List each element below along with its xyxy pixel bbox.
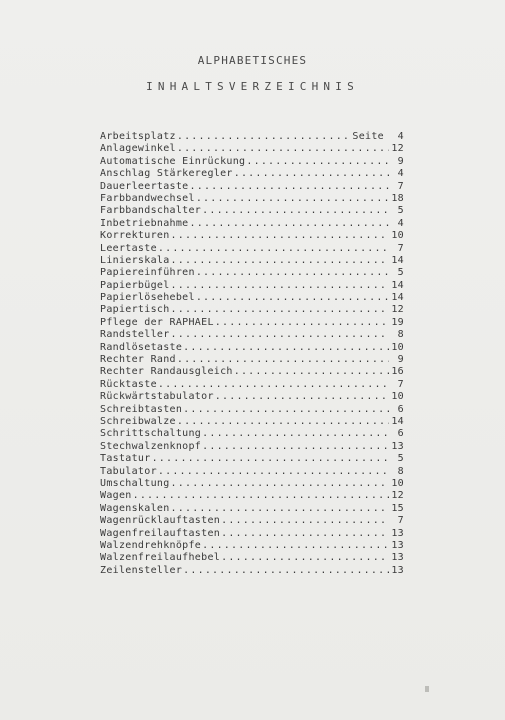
toc-leader-dots xyxy=(221,528,389,540)
toc-leader-dots xyxy=(234,366,389,378)
toc-row xyxy=(100,156,404,168)
toc-entry-label: Walzendrehknöpfe xyxy=(100,539,202,551)
toc-row xyxy=(100,503,404,515)
toc-leader-dots xyxy=(171,329,389,341)
toc-entry-label: Anlagewinkel xyxy=(100,143,176,155)
toc-page-number: 16 xyxy=(391,366,404,378)
toc-row xyxy=(100,354,404,366)
toc-leader-dots xyxy=(202,441,389,453)
toc-entry-label: Automatische Einrückung xyxy=(100,155,246,167)
toc-page-number: 13 xyxy=(391,527,404,539)
toc-page-number: 6 xyxy=(397,428,404,440)
toc-page-number: 14 xyxy=(391,279,404,291)
toc-page-number: 13 xyxy=(391,539,404,551)
toc-row xyxy=(100,416,404,428)
toc-entry-label: Rechter Rand xyxy=(100,354,176,366)
toc-row xyxy=(100,292,404,304)
toc-entry-label: Farbbandschalter xyxy=(100,205,202,217)
toc-row xyxy=(100,218,404,230)
toc-leader-dots xyxy=(177,131,352,143)
toc-entry-label: Walzenfreilaufhebel xyxy=(100,552,221,564)
toc-page-number: 15 xyxy=(391,502,404,514)
toc-page-number: 4 xyxy=(397,217,404,229)
toc-leader-dots xyxy=(215,391,389,403)
toc-leader-dots xyxy=(202,428,389,440)
toc-entry-label: Arbeitsplatz xyxy=(100,131,176,142)
toc-row xyxy=(100,329,404,341)
page-title-line-2: INHALTSVERZEICHNIS xyxy=(146,80,359,93)
toc-entry-label: Schreibtasten xyxy=(100,403,183,415)
toc-row xyxy=(100,230,404,242)
toc-entry-label: Tabulator xyxy=(100,465,157,477)
toc-leader-dots xyxy=(171,255,389,267)
toc-row xyxy=(100,540,404,552)
toc-row xyxy=(100,441,404,453)
toc-page-number: 7 xyxy=(397,515,404,527)
toc-leader-dots xyxy=(171,280,389,292)
toc-row xyxy=(100,255,404,267)
toc-leader-dots xyxy=(171,503,389,515)
toc-row xyxy=(100,243,404,255)
toc-row xyxy=(100,267,404,279)
toc-entry-label: Wagenrücklauftasten xyxy=(100,515,221,527)
toc-entry-label: Linierskala xyxy=(100,254,170,266)
toc-page-number: 5 xyxy=(397,453,404,465)
toc-entry-label: Pflege der RAPHAEL xyxy=(100,316,214,328)
toc-row xyxy=(100,428,404,440)
toc-entry-label: Randlösetaste xyxy=(100,341,183,353)
toc-page-number: 14 xyxy=(391,415,404,427)
toc-leader-dots xyxy=(183,565,389,577)
toc-entry-label: Papiereinführen xyxy=(100,267,195,279)
toc-leader-dots xyxy=(171,304,389,316)
page-mark xyxy=(425,686,429,692)
toc-entry-label: Anschlag Stärkeregler xyxy=(100,168,233,180)
toc-entry-label: Umschaltung xyxy=(100,477,170,489)
toc-leader-dots xyxy=(177,354,389,366)
toc-entry-label: Dauerleertaste xyxy=(100,180,189,192)
toc-leader-dots xyxy=(221,515,389,527)
toc-row xyxy=(100,168,404,180)
toc-page-number: 8 xyxy=(397,329,404,341)
toc-page-number: 10 xyxy=(391,477,404,489)
toc-page-number: 6 xyxy=(397,403,404,415)
toc-entry-label: Schrittschaltung xyxy=(100,428,202,440)
toc-row xyxy=(100,565,404,577)
toc-leader-dots xyxy=(196,193,389,205)
toc-entry-label: Tastatur xyxy=(100,453,151,465)
toc-page-number: 7 xyxy=(397,180,404,192)
toc-row xyxy=(100,379,404,391)
toc-page-number: 9 xyxy=(397,155,404,167)
toc-row xyxy=(100,205,404,217)
toc-page-number: 12 xyxy=(391,143,404,155)
toc-entry-label: Randsteller xyxy=(100,329,170,341)
toc-leader-dots xyxy=(158,379,389,391)
toc-leader-dots xyxy=(221,552,389,564)
toc-page-number: 7 xyxy=(397,242,404,254)
toc-entry-label: Wagen xyxy=(100,490,132,502)
toc-row xyxy=(100,280,404,292)
toc-entry-label: Papiertisch xyxy=(100,304,170,316)
toc-row xyxy=(100,181,404,193)
toc-leader-dots xyxy=(183,342,389,354)
toc-entry-label: Papierbügel xyxy=(100,279,170,291)
toc-row xyxy=(100,453,404,465)
toc-leader-dots xyxy=(196,292,389,304)
toc-page-number: 4 xyxy=(397,168,404,180)
toc-row xyxy=(100,342,404,354)
toc-leader-dots xyxy=(234,168,389,180)
toc-page-number: 10 xyxy=(391,341,404,353)
toc-leader-dots xyxy=(196,267,389,279)
toc-entry-label: Zeilensteller xyxy=(100,564,183,576)
toc-page-number: 9 xyxy=(397,354,404,366)
toc-entry-label: Rückwärtstabulator xyxy=(100,391,214,403)
toc-entry-label: Wagenskalen xyxy=(100,502,170,514)
toc-entry-label: Rücktaste xyxy=(100,378,157,390)
toc-leader-dots xyxy=(202,540,389,552)
toc-row xyxy=(100,366,404,378)
toc-entry-label: Papierlösehebel xyxy=(100,292,195,304)
toc-row xyxy=(100,304,404,316)
toc-leader-dots xyxy=(158,466,389,478)
toc-leader-dots xyxy=(158,243,389,255)
toc-entry-label: Schreibwalze xyxy=(100,415,176,427)
toc-page-number: 5 xyxy=(397,205,404,217)
toc-row xyxy=(100,552,404,564)
toc-entry-label: Leertaste xyxy=(100,242,157,254)
toc-leader-dots xyxy=(215,317,389,329)
toc-page-number: 5 xyxy=(397,267,404,279)
toc-entry-label: Rechter Randausgleich xyxy=(100,366,233,378)
toc-leader-dots xyxy=(152,453,389,465)
toc-page-number: 13 xyxy=(391,564,404,576)
toc-page-number: 10 xyxy=(391,391,404,403)
toc-leader-dots xyxy=(183,404,389,416)
toc-leader-dots xyxy=(202,205,389,217)
toc-page-number: 4 xyxy=(397,131,404,142)
toc-page-number: 12 xyxy=(391,304,404,316)
toc-page-number: 12 xyxy=(391,490,404,502)
toc-page-number: 7 xyxy=(397,378,404,390)
toc-leader-dots xyxy=(190,181,390,193)
toc-seite-label: Seite xyxy=(352,131,384,142)
toc-page-number: 14 xyxy=(391,254,404,266)
toc-entry-label: Inbetriebnahme xyxy=(100,217,189,229)
toc-page-number: 13 xyxy=(391,440,404,452)
toc-entry-label: Korrekturen xyxy=(100,230,170,242)
toc-leader-dots xyxy=(190,218,390,230)
table-of-contents xyxy=(100,131,404,577)
toc-entry-label: Wagenfreilauftasten xyxy=(100,527,221,539)
toc-row xyxy=(100,466,404,478)
toc-row xyxy=(100,131,404,143)
toc-row xyxy=(100,193,404,205)
toc-page-number: 10 xyxy=(391,230,404,242)
toc-row xyxy=(100,317,404,329)
toc-row xyxy=(100,490,404,502)
page-title-line-1: ALPHABETISCHES xyxy=(197,54,308,67)
toc-page-number: 13 xyxy=(391,552,404,564)
toc-leader-dots xyxy=(246,156,389,168)
toc-row xyxy=(100,528,404,540)
toc-leader-dots xyxy=(171,478,389,490)
toc-page-number: 18 xyxy=(391,192,404,204)
toc-entry-label: Farbbandwechsel xyxy=(100,192,195,204)
toc-row xyxy=(100,391,404,403)
toc-page-number: 19 xyxy=(391,316,404,328)
toc-page-number: 14 xyxy=(391,292,404,304)
toc-leader-dots xyxy=(171,230,389,242)
toc-leader-dots xyxy=(177,143,389,155)
toc-row xyxy=(100,515,404,527)
toc-leader-dots xyxy=(177,416,389,428)
toc-leader-dots xyxy=(133,490,389,502)
toc-page-number: 8 xyxy=(397,465,404,477)
toc-row xyxy=(100,143,404,155)
toc-row xyxy=(100,404,404,416)
toc-entry-label: Stechwalzenknopf xyxy=(100,440,202,452)
toc-row xyxy=(100,478,404,490)
